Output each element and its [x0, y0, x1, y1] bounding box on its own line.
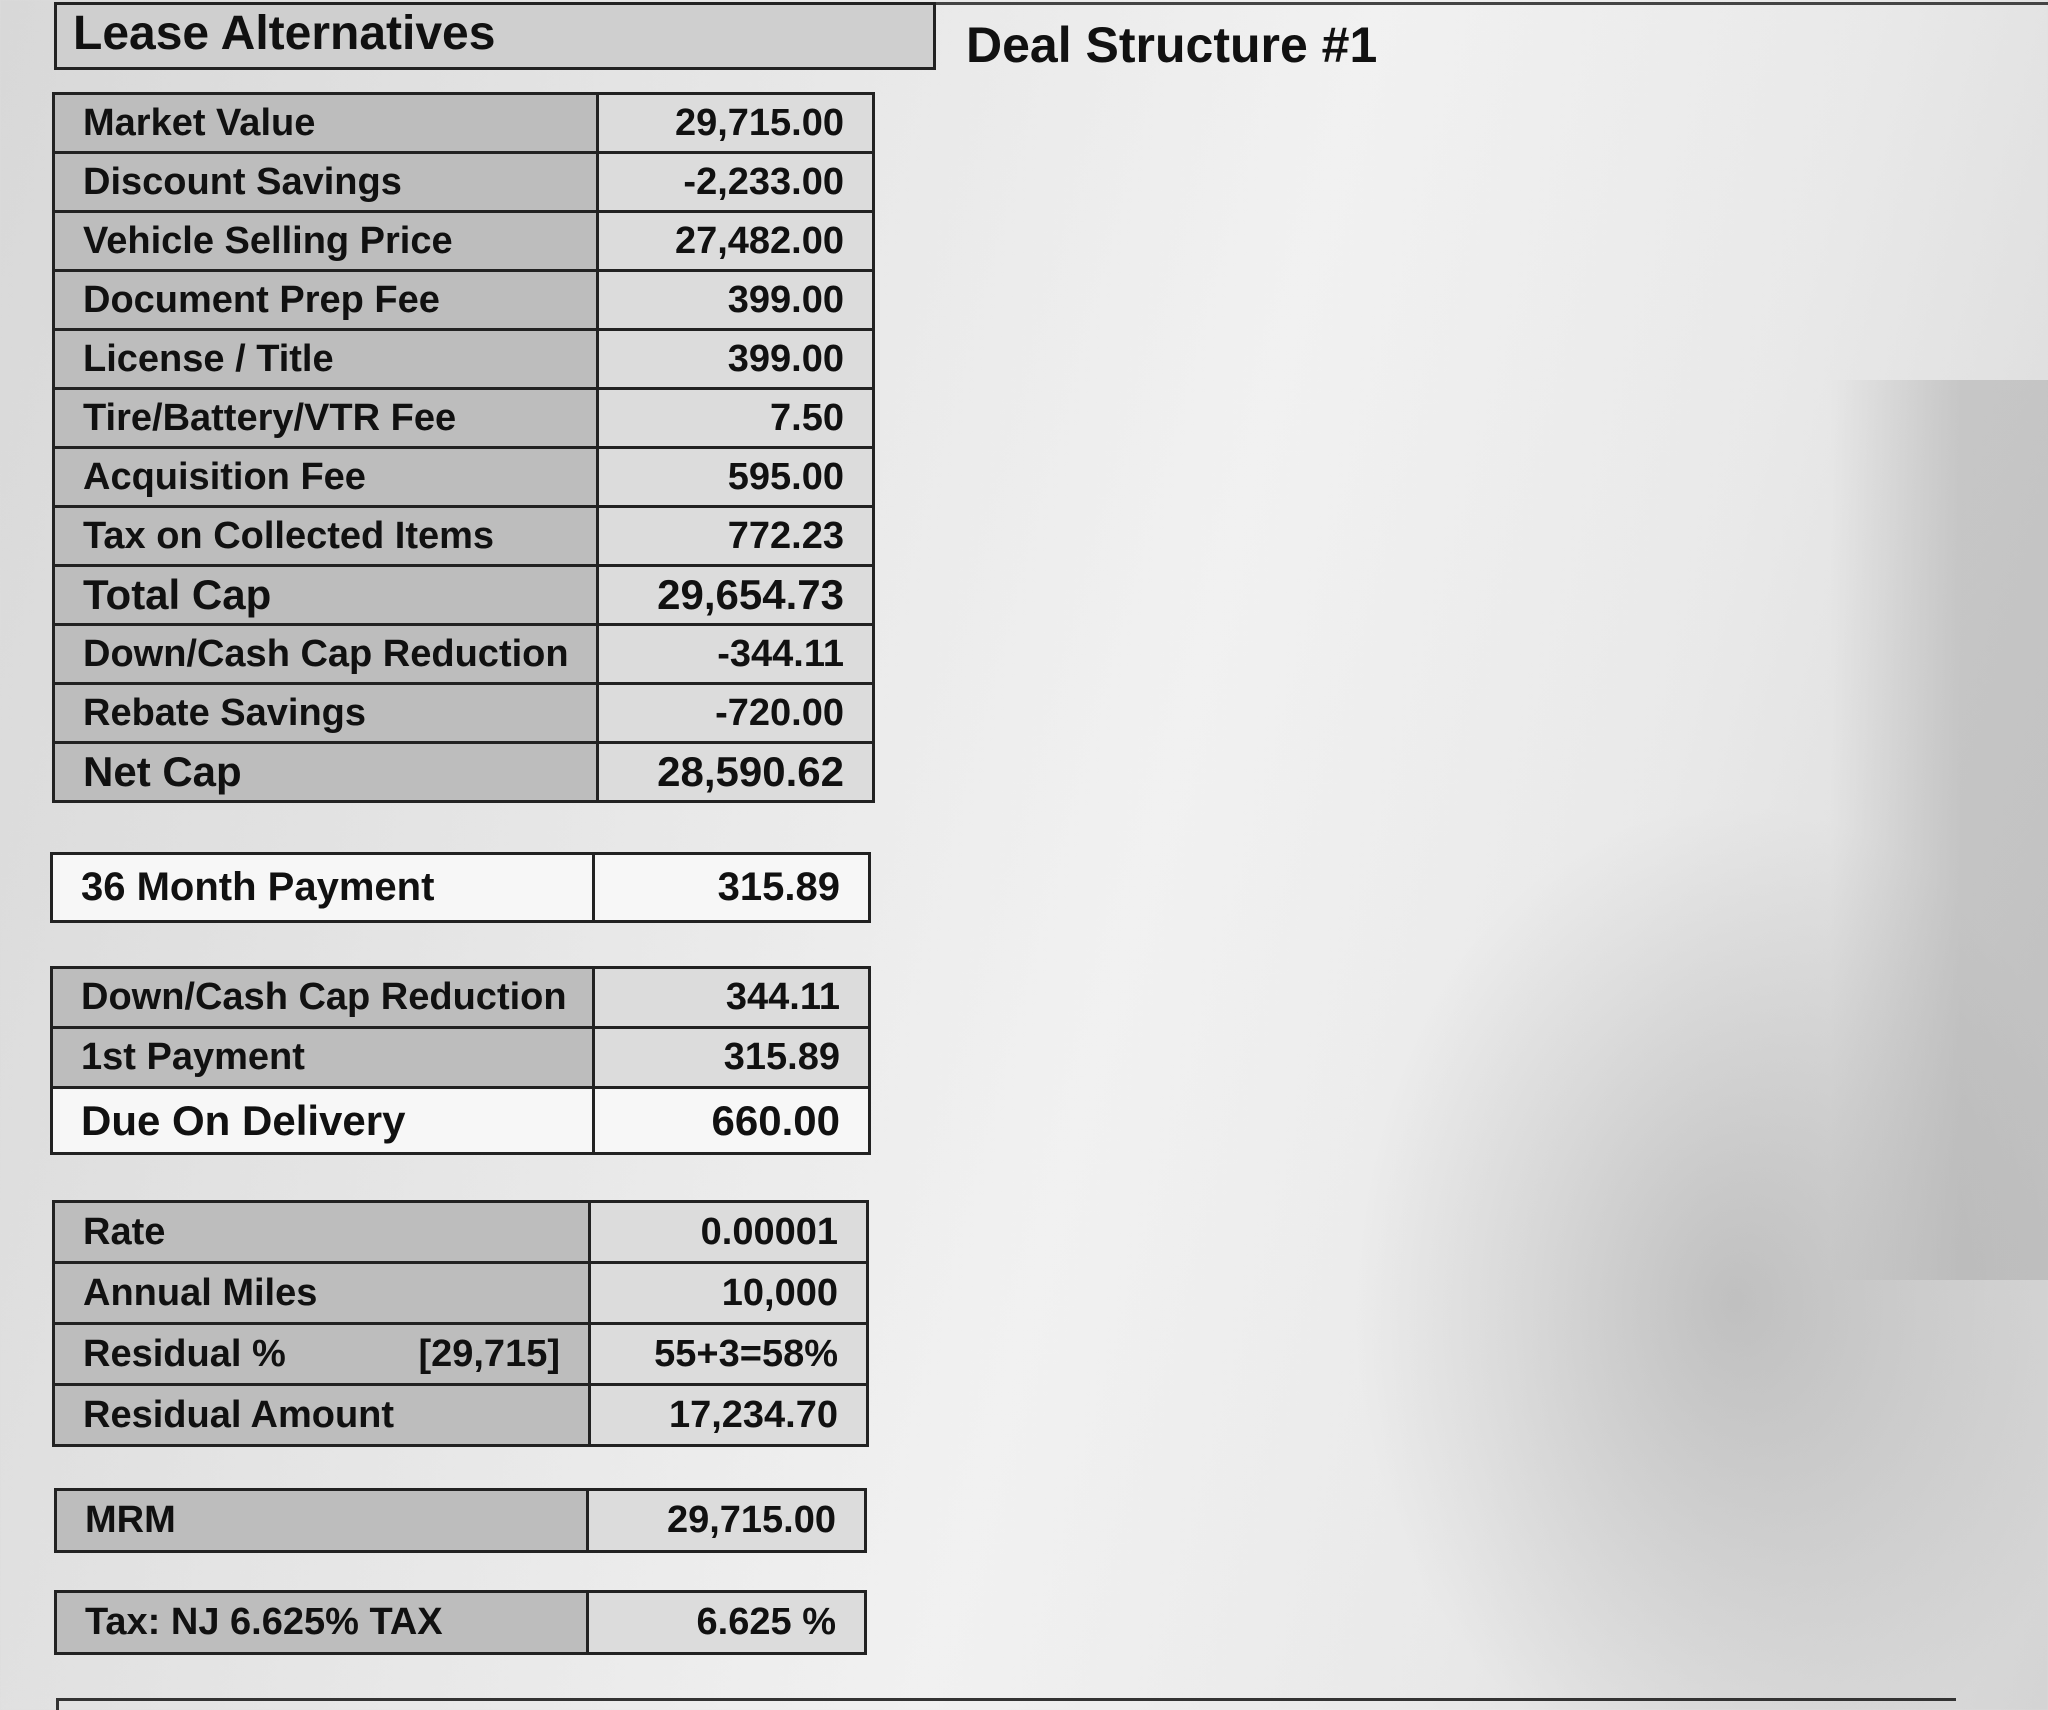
row-label: Discount Savings [54, 153, 598, 212]
table-row [54, 271, 874, 330]
row-label: Due On Delivery [52, 1088, 594, 1154]
table-row [54, 94, 874, 153]
row-value: -2,233.00 [598, 153, 874, 212]
table-row [56, 1592, 866, 1654]
table-row-net-cap [54, 743, 874, 802]
page-title: Lease Alternatives [73, 7, 496, 60]
row-value: 399.00 [598, 271, 874, 330]
row-value: 55+3=58% [590, 1324, 868, 1385]
row-label: Residual % [83, 1332, 286, 1375]
tax-table [54, 1590, 867, 1655]
table-row [54, 507, 874, 566]
residual-base-note: [29,715] [418, 1332, 560, 1375]
row-label: License / Title [54, 330, 598, 389]
table-row [52, 968, 870, 1028]
row-value: 17,234.70 [590, 1385, 868, 1446]
row-value: 28,590.62 [598, 743, 874, 802]
row-label: Residual Amount [54, 1385, 590, 1446]
lease-terms-table [52, 1200, 869, 1447]
table-row [54, 625, 874, 684]
row-value: 0.00001 [590, 1202, 868, 1263]
table-row-due-on-delivery [52, 1088, 870, 1154]
tax-label: Tax: NJ 6.625% TAX [56, 1592, 588, 1654]
row-value: 27,482.00 [598, 212, 874, 271]
row-value: 344.11 [594, 968, 870, 1028]
row-label: Down/Cash Cap Reduction [52, 968, 594, 1028]
row-label: Tax on Collected Items [54, 507, 598, 566]
table-row [54, 153, 874, 212]
table-row [56, 1490, 866, 1552]
deal-structure-title: Deal Structure #1 [966, 17, 1378, 73]
header-rule [936, 2, 2048, 5]
table-row [54, 684, 874, 743]
page-title-box [54, 2, 936, 70]
row-label: Acquisition Fee [54, 448, 598, 507]
row-label-cell [54, 1324, 590, 1385]
tax-value: 6.625 % [588, 1592, 866, 1654]
mrm-label: MRM [56, 1490, 588, 1552]
cap-cost-table [52, 92, 875, 803]
row-label: Tire/Battery/VTR Fee [54, 389, 598, 448]
row-label: Net Cap [54, 743, 598, 802]
row-value: -344.11 [598, 625, 874, 684]
table-row [54, 1202, 868, 1263]
row-label: 1st Payment [52, 1028, 594, 1088]
row-label: Market Value [54, 94, 598, 153]
row-value: 772.23 [598, 507, 874, 566]
mrm-value: 29,715.00 [588, 1490, 866, 1552]
table-row [52, 854, 870, 922]
table-row [54, 1324, 868, 1385]
row-label: Annual Miles [54, 1263, 590, 1324]
table-row [54, 212, 874, 271]
row-value: 29,715.00 [598, 94, 874, 153]
row-label: Rebate Savings [54, 684, 598, 743]
table-row [52, 1028, 870, 1088]
row-value: 7.50 [598, 389, 874, 448]
mrm-table [54, 1488, 867, 1553]
table-row [54, 448, 874, 507]
table-row [54, 330, 874, 389]
payment-value: 315.89 [594, 854, 870, 922]
row-value: -720.00 [598, 684, 874, 743]
row-label: Document Prep Fee [54, 271, 598, 330]
table-row [54, 1385, 868, 1446]
delivery-table [50, 966, 871, 1155]
row-label: Rate [54, 1202, 590, 1263]
row-value: 660.00 [594, 1088, 870, 1154]
row-value: 595.00 [598, 448, 874, 507]
row-label: Vehicle Selling Price [54, 212, 598, 271]
row-label: Down/Cash Cap Reduction [54, 625, 598, 684]
photo-shadow [1350, 800, 2048, 1710]
payment-table [50, 852, 871, 923]
table-row-total-cap [54, 566, 874, 625]
next-table-edge [56, 1698, 1956, 1710]
table-row [54, 1263, 868, 1324]
row-value: 399.00 [598, 330, 874, 389]
payment-label: 36 Month Payment [52, 854, 594, 922]
table-row [54, 389, 874, 448]
photo-shadow-edge [1830, 380, 2048, 1280]
row-value: 10,000 [590, 1263, 868, 1324]
row-value: 315.89 [594, 1028, 870, 1088]
row-value: 29,654.73 [598, 566, 874, 625]
row-label: Total Cap [54, 566, 598, 625]
